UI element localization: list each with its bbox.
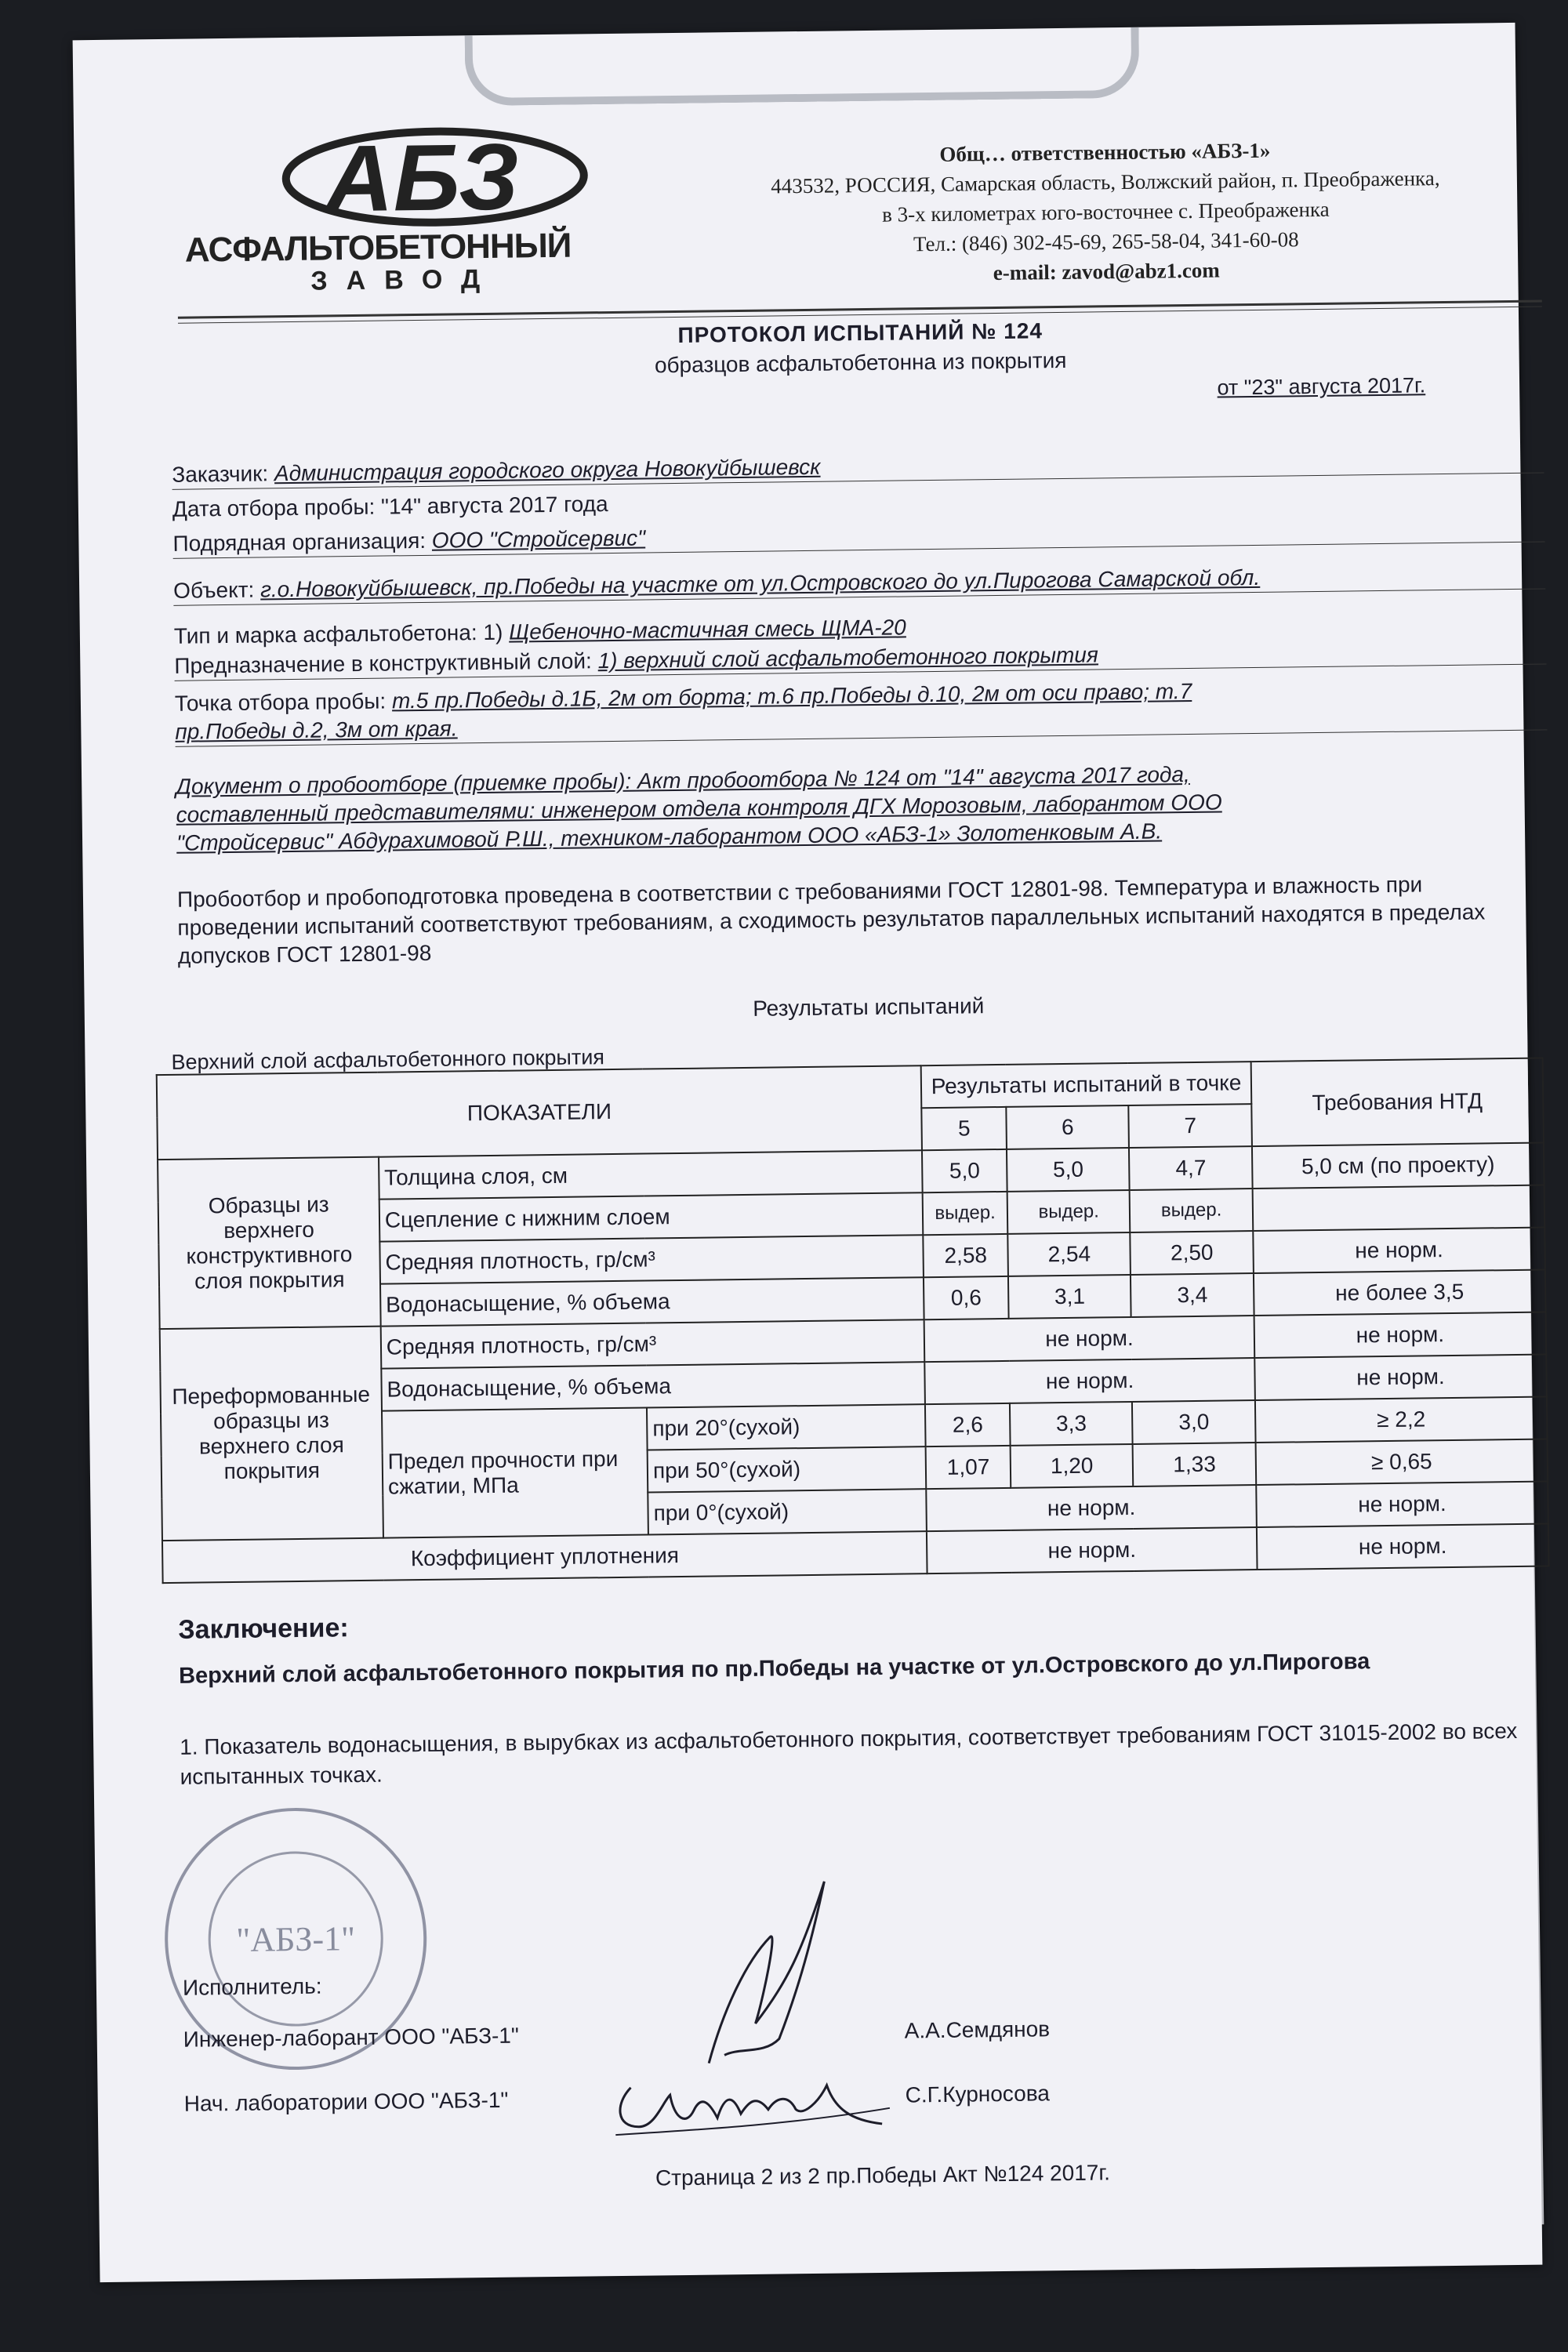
point-5: 5 — [922, 1107, 1007, 1150]
conformity-text: Пробоотбор и пробоподготовка проведена в соответствии с требованиями ГОСТ 12801-98. Температура и влажность при проведении испытаний соответствуют требованиям, а сходимость результатов параллельных испытаний находятся в пределах допусков ГОСТ 12801-98 — [176, 872, 1486, 968]
point-value-2: пр.Победы д.2, 3м от края. — [175, 716, 458, 744]
requirement-cell: 5,0 см (по проекту) — [1252, 1143, 1544, 1189]
sample-date-label: Дата отбора пробы: "14" августа 2017 года — [172, 492, 608, 521]
company-address-1: 443532, РОССИЯ, Самарская область, Волжский район, п. Преображенка, — [771, 166, 1440, 198]
condition-cell: при 50°(сухой) — [648, 1446, 927, 1492]
executor-label: Исполнитель: — [182, 1973, 322, 2000]
table-caption: Верхний слой асфальтобетонного покрытия — [171, 1045, 605, 1074]
company-email: e-mail: zavod@abz1.com — [993, 258, 1221, 285]
value-cell: выдер. — [923, 1192, 1007, 1235]
value-cell: 3,0 — [1132, 1400, 1255, 1444]
point-value-1: т.5 пр.Победы д.1Б, 2м от борта; т.6 пр.Победы д.10, 2м от оси право; т.7 — [391, 678, 1192, 713]
point-6: 6 — [1006, 1105, 1129, 1149]
requirement-cell: не более 3,5 — [1254, 1270, 1546, 1316]
strength-label: Предел прочности при сжатии, МПа — [382, 1408, 648, 1538]
requirement-cell: не норм. — [1256, 1481, 1548, 1527]
requirement-cell — [1252, 1185, 1544, 1232]
value-cell: 1,20 — [1011, 1444, 1134, 1488]
requirement-cell: не норм. — [1254, 1355, 1547, 1401]
object-field — [173, 560, 1545, 605]
page-footer: Страница 2 из 2 пр.Победы Акт №124 2017г. — [655, 2160, 1111, 2190]
row-name: Сцепление с нижним слоем — [379, 1192, 924, 1241]
type-label: Тип и марка асфальтобетона: 1) — [173, 619, 503, 648]
logo-line-1: АСФАЛЬТОБЕТОННЫЙ — [184, 226, 572, 270]
requirement-cell: не норм. — [1257, 1523, 1549, 1570]
value-cell: 3,3 — [1010, 1402, 1133, 1446]
requirement-cell: ≥ 0,65 — [1255, 1439, 1548, 1486]
header-indicators: ПОКАЗАТЕЛИ — [157, 1065, 922, 1160]
object-value: г.о.Новокуйбышевск, пр.Победы на участке от ул.Островского до ул.Пирогова Самарской обл. — [260, 564, 1261, 602]
requirement-cell: ≥ 2,2 — [1255, 1397, 1548, 1443]
value-cell: 2,58 — [923, 1234, 1007, 1277]
value-cell: 4,7 — [1129, 1146, 1252, 1190]
conclusion-heading: Заключение: — [178, 1613, 349, 1645]
value-cell: 3,1 — [1008, 1275, 1131, 1319]
head-name: С.Г.Курносова — [905, 2081, 1051, 2107]
results-title: Результаты испытаний — [753, 993, 985, 1021]
purpose-value: 1) верхний слой асфальтобетонного покрытия — [597, 642, 1099, 673]
stamp-text: "АБЗ-1" — [236, 1919, 356, 1959]
logo-mark-text: АБЗ — [324, 124, 520, 232]
protocol-title: ПРОТОКОЛ ИСПЫТАНИЙ № 124 — [677, 318, 1044, 347]
engineer-signature — [675, 1865, 881, 2071]
group-2-label: Переформованные образцы из верхнего слоя покрытия — [160, 1327, 383, 1541]
header-requirements: Требования НТД — [1251, 1058, 1544, 1147]
doc-line-2: составленный представителями: инженером отдела контроля ДГХ Морозовым, лаборантом ООО — [176, 789, 1222, 827]
customer-value: Администрация городского округа Новокуйбышевск — [274, 454, 821, 486]
group-1-label: Образцы из верхнего конструктивного слоя покрытия — [158, 1157, 380, 1329]
protocol-date: от "23" августа 2017г. — [1217, 373, 1426, 400]
row-name: Средняя плотность, гр/см³ — [379, 1235, 924, 1283]
merged-value-cell: не норм. — [924, 1358, 1254, 1404]
value-cell: 1,33 — [1133, 1443, 1256, 1486]
row-name: Средняя плотность, гр/см³ — [380, 1319, 924, 1368]
customer-label: Заказчик: — [172, 461, 269, 487]
company-address-2: в 3-х километрах юго-восточнее с. Преображенка — [881, 197, 1330, 227]
object-label: Объект: — [172, 577, 255, 603]
clipboard-clip — [465, 27, 1140, 106]
point-label: Точка отбора пробы: — [174, 688, 387, 716]
purpose-label: Предназначение в конструктивный слой: — [174, 648, 592, 678]
value-cell: выдер. — [1130, 1189, 1253, 1232]
results-table — [156, 1058, 1550, 1584]
logo-line-2: ЗАВОД — [310, 263, 499, 296]
head-role: Нач. лаборатории ООО "АБЗ-1" — [183, 2087, 509, 2116]
contractor-label: Подрядная организация: — [172, 528, 426, 556]
doc-line-1: Документ о пробоотборе (приемке пробы): Акт пробоотбора № 124 от "14" августа 2017 года, — [176, 762, 1190, 799]
merged-value-cell: не норм. — [926, 1485, 1256, 1531]
doc-line-3: "Стройсервис" Абдурахимовой Р.Ш., техником-лаборантом ООО «АБЗ-1» Золотенковым А.В. — [176, 818, 1163, 855]
value-cell: 5,0 — [922, 1149, 1007, 1192]
company-phone: Тел.: (846) 302-45-69, 265-58-04, 341-60-08 — [913, 227, 1299, 256]
header-results: Результаты испытаний в точке — [921, 1062, 1251, 1108]
row-name: Водонасыщение, % объема — [380, 1277, 924, 1326]
merged-value-cell: не норм. — [927, 1527, 1257, 1573]
contractor-value: ООО "Стройсервис" — [431, 525, 646, 553]
type-value: Щебеночно-мастичная смесь ЩМА-20 — [508, 615, 906, 644]
value-cell: 2,54 — [1007, 1232, 1131, 1276]
value-cell: 3,4 — [1131, 1273, 1254, 1317]
requirement-cell: не норм. — [1253, 1228, 1545, 1274]
point-7: 7 — [1129, 1104, 1252, 1148]
row-name: Толщина слоя, см — [379, 1150, 923, 1199]
company-info — [670, 132, 1541, 292]
conclusion-item-1: 1. Показатель водонасыщения, в вырубках из асфальтобетонного покрытия, соответствует требованиям ГОСТ 31015-2002 во всех испытанных точках. — [180, 1718, 1518, 1789]
condition-cell: при 20°(сухой) — [647, 1404, 926, 1450]
company-name: Общ… ответственностью «АБЗ-1» — [939, 138, 1271, 166]
document-page — [73, 23, 1543, 2282]
value-cell: 5,0 — [1007, 1148, 1130, 1192]
compaction-label: Коэффициент уплотнения — [162, 1531, 927, 1583]
value-cell: 0,6 — [924, 1276, 1008, 1319]
value-cell: 1,07 — [926, 1446, 1011, 1489]
engineer-name: А.А.Семдянов — [904, 2016, 1051, 2043]
protocol-subtitle: образцов асфальтобетонна из покрытия — [654, 347, 1067, 378]
condition-cell: при 0°(сухой) — [648, 1489, 927, 1534]
value-cell: 2,50 — [1131, 1231, 1254, 1275]
head-signature — [599, 2053, 898, 2143]
row-name: Водонасыщение, % объема — [381, 1362, 925, 1410]
value-cell: выдер. — [1007, 1190, 1131, 1234]
requirement-cell: не норм. — [1254, 1312, 1546, 1359]
engineer-role: Инженер-лаборант ООО "АБЗ-1" — [183, 2023, 520, 2052]
value-cell: 2,6 — [925, 1403, 1010, 1446]
conclusion-subject: Верхний слой асфальтобетонного покрытия по пр.Победы на участке от ул.Островского до ул.Пирогова — [178, 1649, 1370, 1689]
merged-value-cell: не норм. — [924, 1316, 1254, 1362]
